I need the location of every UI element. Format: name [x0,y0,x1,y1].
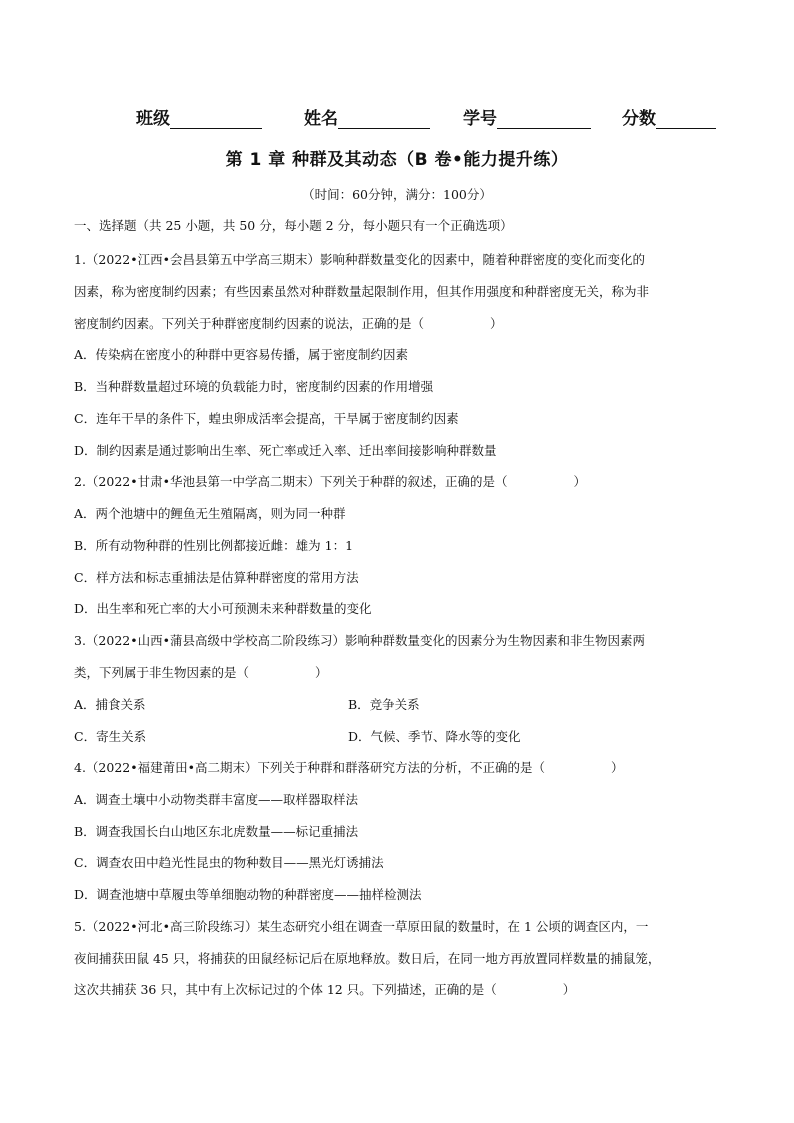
q1-stem-line3 [74,314,503,334]
q5-stem-line2: 夜间捕获田鼠 45 只，将捕获的田鼠经标记后在原地释放。数日后，在同一地方再放置同样数量的捕鼠笼， [74,951,661,966]
q4-option-d[interactable]: D．调查池塘中草履虫等单细胞动物的种群密度——抽样检测法 [74,887,422,902]
q1-option-d[interactable]: D．制约因素是通过影响出生率、死亡率或迁入率、迁出率间接影响种群数量 [74,443,497,458]
q5-stem-line1: 5.（2022•河北•高三阶段练习）某生态研究小组在调查一草原田鼠的数量时，在 1 公顷的调查区内，一 [74,919,649,934]
q4-option-a[interactable]: A．调查土壤中小动物类群丰富度——取样器取样法 [74,792,359,807]
q4-stem-text: 4.（2022•福建莆田•高二期末）下列关于种群和群落研究方法的分析，不正确的是（ [74,760,545,775]
q1-close-paren: ） [490,316,503,331]
q3-stem-line1: 3.（2022•山西•蒲县高级中学校高二阶段练习）影响种群数量变化的因素分为生物因素和非生物因素两 [74,633,645,648]
q1-option-c[interactable]: C．连年干旱的条件下，蝗虫卵成活率会提高，干旱属于密度制约因素 [74,411,459,426]
q4-option-c[interactable]: C．调查农田中趋光性昆虫的物种数目——黑光灯诱捕法 [74,855,384,870]
q1-option-a[interactable]: A．传染病在密度小的种群中更容易传播，属于密度制约因素 [74,347,409,362]
name-blank[interactable] [338,108,430,129]
class-field [136,104,262,129]
q4-option-b[interactable]: B．调查我国长白山地区东北虎数量——标记重捕法 [74,824,359,839]
class-blank[interactable] [170,108,262,129]
q5-close-paren: ） [562,982,576,997]
student-info-header [136,104,726,132]
q1-stem-line2: 因素，称为密度制约因素；有些因素虽然对种群数量起限制作用，但其作用强度和种群密度无关，称为非 [74,284,650,299]
score-field [622,104,716,129]
q4-stem [74,758,624,778]
score-blank[interactable] [656,108,716,129]
q5-stem-text: 这次共捕获 36 只，其中有上次标记过的个体 12 只。下列描述，正确的是（ [74,982,497,997]
name-field [304,104,430,129]
exam-time-score: （时间：60分钟，满分：100分） [302,187,492,202]
student-id-label: 学号 [463,109,497,129]
q3-option-b[interactable]: B．竞争关系 [348,697,420,712]
q2-option-a[interactable]: A．两个池塘中的鲤鱼无生殖隔离，则为同一种群 [74,506,346,521]
q2-option-c[interactable]: C．样方法和标志重捕法是估算种群密度的常用方法 [74,570,359,585]
class-label: 班级 [136,109,170,129]
q4-close-paren: ） [611,760,624,775]
q2-option-b[interactable]: B．所有动物种群的性别比例都接近雌：雄为 1：1 [74,538,354,553]
name-label: 姓名 [304,109,338,129]
page-title: 第 1 章 种群及其动态（B 卷•能力提升练） [225,150,569,170]
q2-option-d[interactable]: D．出生率和死亡率的大小可预测未来种群数量的变化 [74,601,372,616]
q3-option-c[interactable]: C．寄生关系 [74,729,147,744]
q3-close-paren: ） [315,665,328,680]
q2-close-paren: ） [573,474,587,489]
q2-stem-text: 2.（2022•甘肃•华池县第一中学高二期末）下列关于种群的叙述，正确的是（ [74,474,508,489]
q2-stem [74,472,586,492]
student-id-field [463,104,591,129]
student-id-blank[interactable] [497,108,591,129]
q3-option-a[interactable]: A．捕食关系 [74,697,146,712]
score-label: 分数 [622,109,656,129]
q1-option-b[interactable]: B．当种群数量超过环境的负载能力时，密度制约因素的作用增强 [74,379,434,394]
section-heading: 一、选择题（共 25 小题，共 50 分，每小题 2 分，每小题只有一个正确选项） [74,218,513,233]
q5-stem-line3 [74,980,575,1000]
q1-stem-text: 密度制约因素。下列关于种群密度制约因素的说法，正确的是（ [74,316,425,331]
q1-stem-line1: 1.（2022•江西•会昌县第五中学高三期末）影响种群数量变化的因素中，随着种群密度的变化而变化的 [74,252,645,267]
q3-option-d[interactable]: D．气候、季节、降水等的变化 [348,729,521,744]
q3-stem-text: 类，下列属于非生物因素的是（ [74,665,250,680]
q3-stem-line2 [74,663,328,683]
